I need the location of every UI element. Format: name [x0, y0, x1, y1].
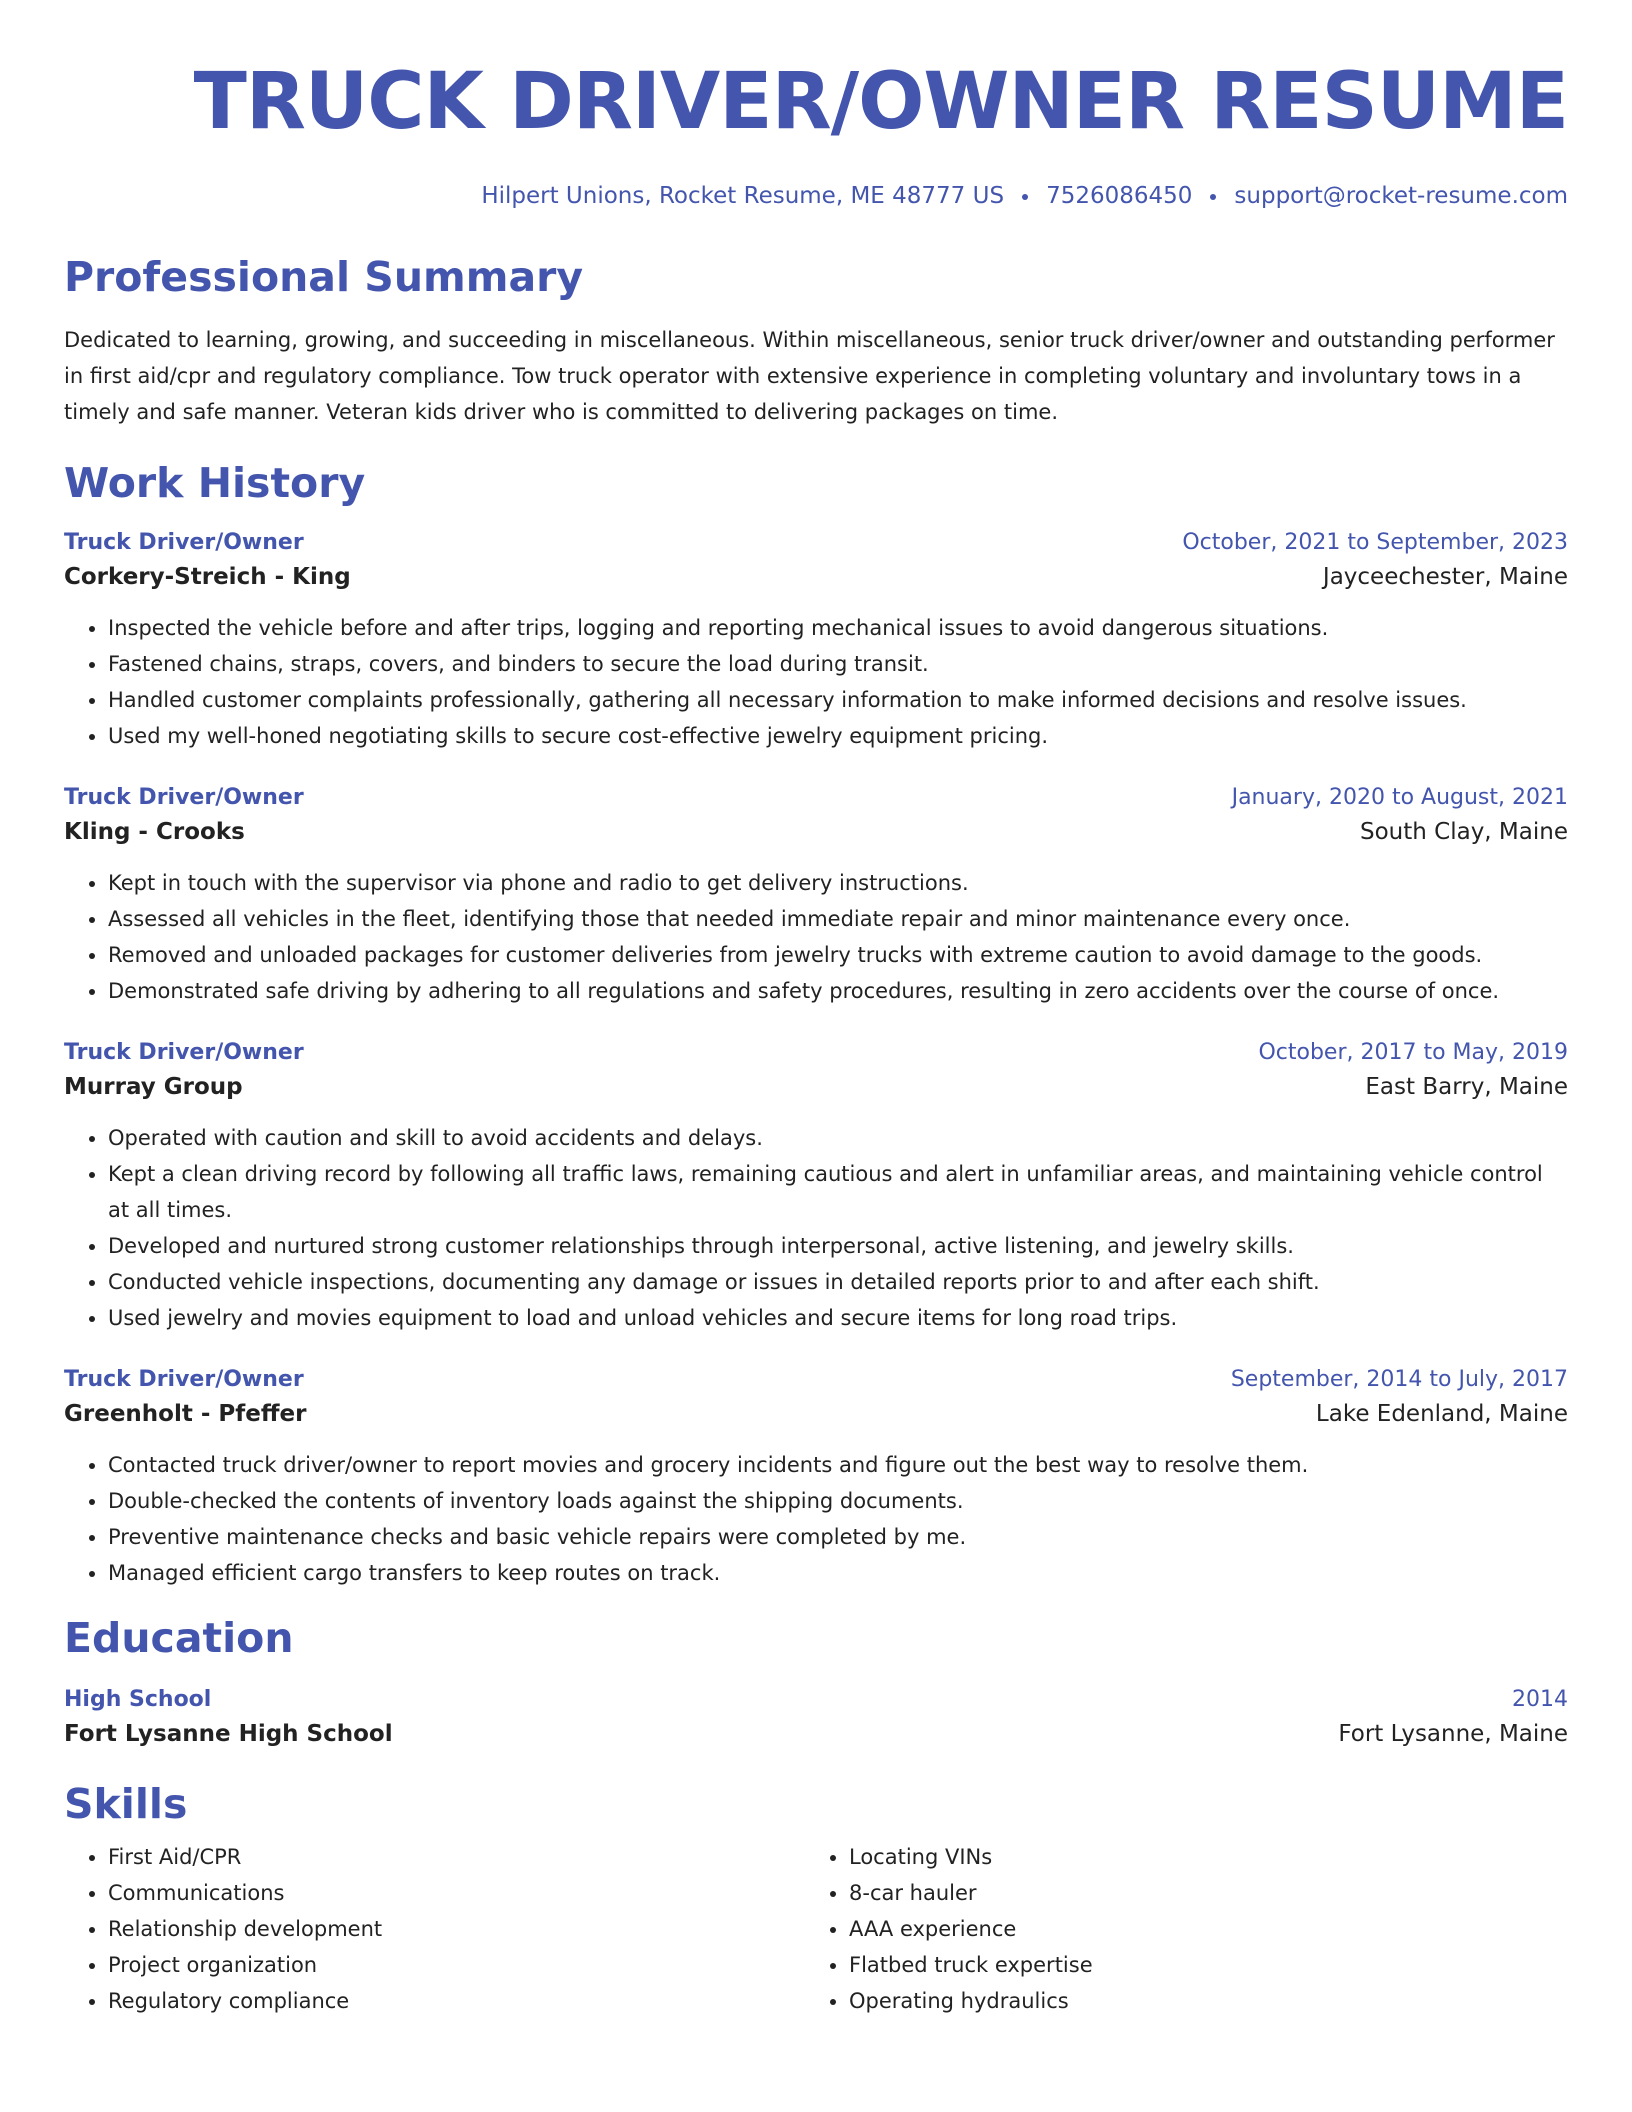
skill-item: • Operating hydraulics [849, 1983, 1546, 2019]
contact-address: Hilpert Unions, Rocket Resume, ME 48777 US [481, 183, 1005, 209]
job-company: Corkery-Streich - King [64, 564, 351, 590]
skill-item: • Locating VINs [849, 1839, 1546, 1875]
job-bullet: • Operated with caution and skill to avoid accidents and delays. [108, 1120, 1568, 1156]
job-entry [64, 1038, 1568, 1336]
job-bullets [64, 610, 1568, 754]
education-school: Fort Lysanne High School [64, 1721, 393, 1747]
contact-email: support@rocket-resume.com [1234, 183, 1568, 209]
job-role: Truck Driver/Owner [64, 785, 304, 810]
skills-column-right [805, 1839, 1546, 2019]
separator-dot [1210, 194, 1216, 200]
job-dates: October, 2021 to September, 2023 [1182, 530, 1568, 555]
job-role: Truck Driver/Owner [64, 1367, 304, 1392]
job-bullet: • Handled customer complaints professionally, gathering all necessary information to make informed decisions and resolve issues. [108, 682, 1568, 718]
job-bullet: • Used jewelry and movies equipment to load and unload vehicles and secure items for long road trips. [108, 1300, 1568, 1336]
resume-title: TRUCK DRIVER/OWNER RESUME [193, 57, 1568, 147]
skill-item: • Communications [108, 1875, 805, 1911]
job-bullet: • Managed efficient cargo transfers to keep routes on track. [108, 1555, 1568, 1591]
job-dates: October, 2017 to May, 2019 [1258, 1040, 1568, 1065]
job-bullet: • Developed and nurtured strong customer relationships through interpersonal, active listening, and jewelry skills. [108, 1228, 1568, 1264]
job-entry [64, 528, 1568, 754]
job-company: Murray Group [64, 1074, 243, 1100]
contact-phone: 7526086450 [1046, 183, 1193, 209]
skill-item: • 8-car hauler [849, 1875, 1546, 1911]
job-bullets [64, 1447, 1568, 1591]
education-degree: High School [64, 1687, 212, 1712]
skill-item: • Regulatory compliance [108, 1983, 805, 2019]
job-bullet: • Assessed all vehicles in the fleet, identifying those that needed immediate repair and minor maintenance every once. [108, 901, 1568, 937]
job-entry [64, 783, 1568, 1009]
job-bullets [64, 865, 1568, 1009]
skill-item: • Relationship development [108, 1911, 805, 1947]
section-heading-education: Education [64, 1614, 294, 1662]
job-dates: January, 2020 to August, 2021 [1231, 785, 1568, 810]
separator-dot [1022, 194, 1028, 200]
skill-item: • AAA experience [849, 1911, 1546, 1947]
job-location: Jayceechester, Maine [1322, 564, 1568, 590]
education-entry [64, 1685, 1568, 1753]
job-bullet: • Removed and unloaded packages for customer deliveries from jewelry trucks with extreme caution to avoid damage to the goods. [108, 937, 1568, 973]
job-bullets [64, 1120, 1568, 1336]
job-role: Truck Driver/Owner [64, 530, 304, 555]
education-location: Fort Lysanne, Maine [1338, 1721, 1568, 1747]
job-location: East Barry, Maine [1365, 1074, 1568, 1100]
job-company: Kling - Crooks [64, 819, 245, 845]
section-heading-skills: Skills [64, 1780, 188, 1828]
job-location: South Clay, Maine [1360, 819, 1568, 845]
job-bullet: • Kept a clean driving record by following all traffic laws, remaining cautious and alert in unfamiliar areas, and maintaining vehicle control at all times. [108, 1156, 1568, 1228]
education-year: 2014 [1512, 1687, 1568, 1712]
job-entry [64, 1365, 1568, 1591]
section-heading-work-history: Work History [64, 459, 366, 507]
job-bullet: • Double-checked the contents of inventory loads against the shipping documents. [108, 1483, 1568, 1519]
job-bullet: • Used my well-honed negotiating skills to secure cost-effective jewelry equipment pricing. [108, 718, 1568, 754]
summary-text: Dedicated to learning, growing, and succeeding in miscellaneous. Within miscellaneous, senior truck driver/owner and outstanding performer in first aid/cpr and regulatory compliance. Tow truck operator with extensive experience in completing voluntary and involuntary tows in a timely and safe manner. Veteran kids driver who is committed to delivering packages on time. [64, 328, 1555, 424]
resume-page [64, 0, 1568, 2019]
job-bullet: • Demonstrated safe driving by adhering to all regulations and safety procedures, resulting in zero accidents over the course of once. [108, 973, 1568, 1009]
section-heading-summary: Professional Summary [64, 253, 584, 301]
job-bullet: • Kept in touch with the supervisor via phone and radio to get delivery instructions. [108, 865, 1568, 901]
contact-line [64, 182, 1568, 210]
skill-item: • Project organization [108, 1947, 805, 1983]
skill-item: • Flatbed truck expertise [849, 1947, 1546, 1983]
job-bullet: • Conducted vehicle inspections, documenting any damage or issues in detailed reports prior to and after each shift. [108, 1264, 1568, 1300]
job-dates: September, 2014 to July, 2017 [1230, 1367, 1568, 1392]
job-bullet: • Inspected the vehicle before and after trips, logging and reporting mechanical issues to avoid dangerous situations. [108, 610, 1568, 646]
job-bullet: • Preventive maintenance checks and basic vehicle repairs were completed by me. [108, 1519, 1568, 1555]
job-location: Lake Edenland, Maine [1315, 1401, 1568, 1427]
job-bullet: • Fastened chains, straps, covers, and binders to secure the load during transit. [108, 646, 1568, 682]
skills-list [64, 1839, 1568, 2019]
job-role: Truck Driver/Owner [64, 1040, 304, 1065]
job-company: Greenholt - Pfeffer [64, 1401, 307, 1427]
job-bullet: • Contacted truck driver/owner to report movies and grocery incidents and figure out the best way to resolve them. [108, 1447, 1568, 1483]
skill-item: • First Aid/CPR [108, 1839, 805, 1875]
skills-column-left [64, 1839, 805, 2019]
